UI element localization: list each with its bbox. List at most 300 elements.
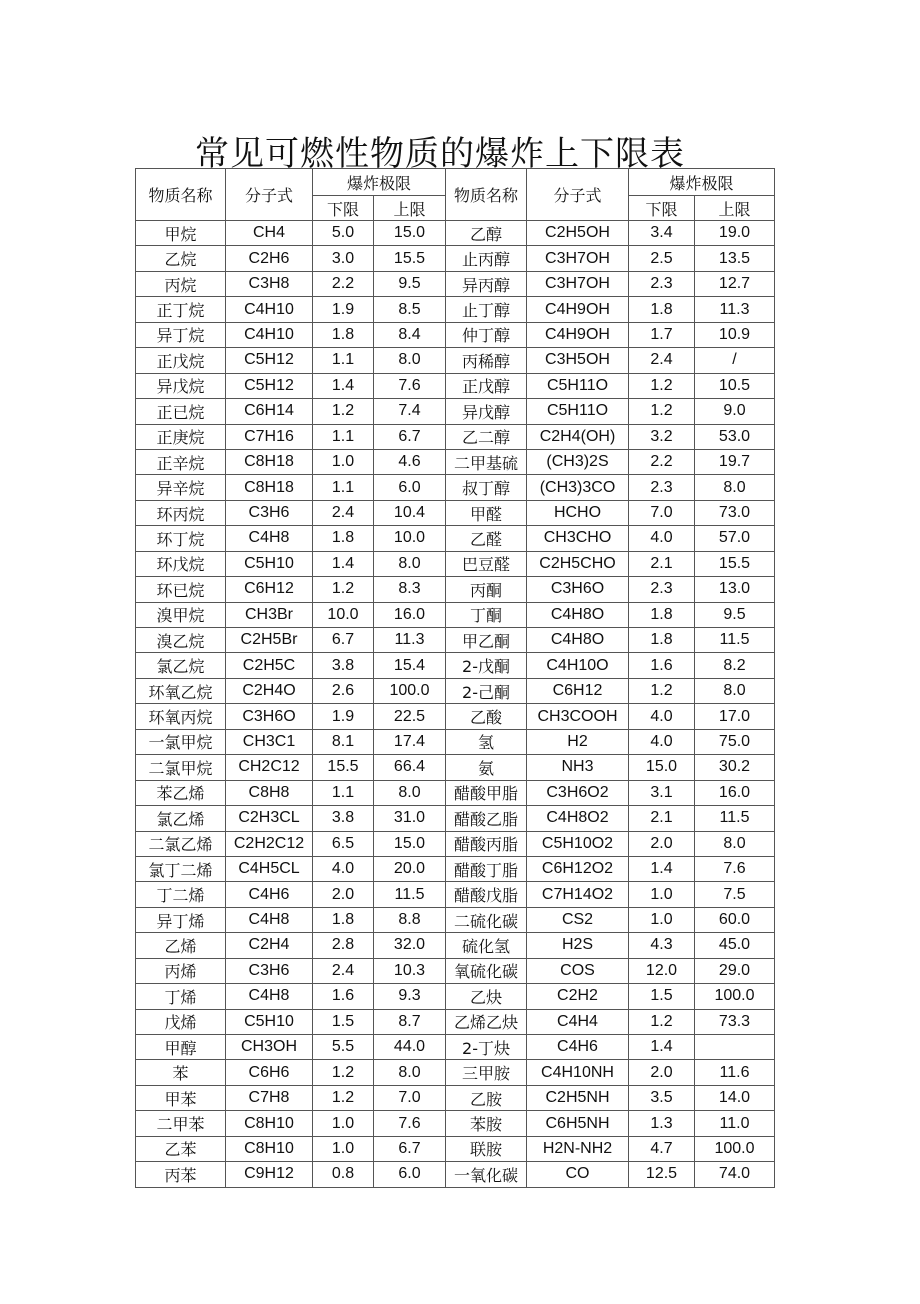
- header-formula-left: 分子式: [226, 169, 313, 221]
- left-upper-limit: 8.5: [374, 297, 446, 322]
- right-formula: C4H8O: [527, 628, 629, 653]
- right-lower-limit: 12.0: [629, 958, 695, 983]
- right-lower-limit: 2.0: [629, 1060, 695, 1085]
- right-upper-limit: 100.0: [695, 1136, 775, 1161]
- right-formula: C2H4(OH): [527, 424, 629, 449]
- left-upper-limit: 11.5: [374, 882, 446, 907]
- right-upper-limit: 19.7: [695, 449, 775, 474]
- table-row: [136, 984, 775, 1009]
- left-substance-name: 环氧乙烷: [136, 678, 226, 703]
- right-lower-limit: 1.8: [629, 297, 695, 322]
- table-row: [136, 348, 775, 373]
- right-formula: C6H12O2: [527, 856, 629, 881]
- left-upper-limit: 7.6: [374, 373, 446, 398]
- right-lower-limit: 4.0: [629, 704, 695, 729]
- left-upper-limit: 6.7: [374, 1136, 446, 1161]
- left-substance-name: 乙烯: [136, 933, 226, 958]
- left-substance-name: 二氯甲烷: [136, 755, 226, 780]
- left-substance-name: 丙苯: [136, 1162, 226, 1187]
- table-row: [136, 933, 775, 958]
- right-substance-name: 醋酸甲脂: [446, 780, 527, 805]
- right-formula: C4H9OH: [527, 322, 629, 347]
- left-formula: CH3OH: [226, 1035, 313, 1060]
- right-formula: CS2: [527, 907, 629, 932]
- left-substance-name: 乙烷: [136, 246, 226, 271]
- left-formula: C4H8: [226, 984, 313, 1009]
- left-substance-name: 正庚烷: [136, 424, 226, 449]
- right-upper-limit: 8.0: [695, 831, 775, 856]
- right-lower-limit: 2.3: [629, 271, 695, 296]
- right-upper-limit: 19.0: [695, 221, 775, 246]
- left-upper-limit: 7.6: [374, 1111, 446, 1136]
- right-lower-limit: 2.3: [629, 475, 695, 500]
- left-substance-name: 甲醇: [136, 1035, 226, 1060]
- left-formula: C8H10: [226, 1111, 313, 1136]
- left-formula: C2H5Br: [226, 628, 313, 653]
- right-upper-limit: 10.9: [695, 322, 775, 347]
- table-row: [136, 246, 775, 271]
- explosion-limits-table: [135, 168, 775, 1188]
- left-upper-limit: 8.0: [374, 1060, 446, 1085]
- left-upper-limit: 7.0: [374, 1085, 446, 1110]
- right-upper-limit: 7.6: [695, 856, 775, 881]
- right-lower-limit: 1.5: [629, 984, 695, 1009]
- left-lower-limit: 1.5: [313, 1009, 374, 1034]
- left-formula: C3H6: [226, 500, 313, 525]
- right-formula: C6H5NH: [527, 1111, 629, 1136]
- left-lower-limit: 2.8: [313, 933, 374, 958]
- left-lower-limit: 2.6: [313, 678, 374, 703]
- right-upper-limit: 29.0: [695, 958, 775, 983]
- left-formula: C6H6: [226, 1060, 313, 1085]
- left-lower-limit: 1.1: [313, 424, 374, 449]
- right-formula: C5H10O2: [527, 831, 629, 856]
- right-formula: C4H6: [527, 1035, 629, 1060]
- right-lower-limit: 1.2: [629, 1009, 695, 1034]
- right-substance-name: 乙烯乙炔: [446, 1009, 527, 1034]
- right-lower-limit: 1.6: [629, 653, 695, 678]
- right-upper-limit: 9.5: [695, 602, 775, 627]
- right-lower-limit: 15.0: [629, 755, 695, 780]
- right-formula: CH3COOH: [527, 704, 629, 729]
- left-lower-limit: 3.8: [313, 806, 374, 831]
- left-substance-name: 环氧丙烷: [136, 704, 226, 729]
- left-lower-limit: 1.2: [313, 399, 374, 424]
- left-lower-limit: 5.5: [313, 1035, 374, 1060]
- right-substance-name: 乙二醇: [446, 424, 527, 449]
- table-row: [136, 729, 775, 754]
- left-formula: C9H12: [226, 1162, 313, 1187]
- left-upper-limit: 15.5: [374, 246, 446, 271]
- right-formula: H2: [527, 729, 629, 754]
- left-substance-name: 环丁烷: [136, 526, 226, 551]
- right-substance-name: 硫化氢: [446, 933, 527, 958]
- right-upper-limit: 13.5: [695, 246, 775, 271]
- right-upper-limit: 73.3: [695, 1009, 775, 1034]
- right-lower-limit: 2.5: [629, 246, 695, 271]
- right-substance-name: 乙炔: [446, 984, 527, 1009]
- left-lower-limit: 15.5: [313, 755, 374, 780]
- table-row: [136, 373, 775, 398]
- left-substance-name: 氯乙烷: [136, 653, 226, 678]
- left-lower-limit: 0.8: [313, 1162, 374, 1187]
- left-formula: C6H14: [226, 399, 313, 424]
- left-lower-limit: 1.8: [313, 526, 374, 551]
- left-upper-limit: 32.0: [374, 933, 446, 958]
- left-substance-name: 戊烯: [136, 1009, 226, 1034]
- right-substance-name: 仲丁醇: [446, 322, 527, 347]
- right-lower-limit: 1.8: [629, 602, 695, 627]
- left-upper-limit: 31.0: [374, 806, 446, 831]
- right-lower-limit: 3.5: [629, 1085, 695, 1110]
- right-lower-limit: 3.1: [629, 780, 695, 805]
- right-upper-limit: 53.0: [695, 424, 775, 449]
- right-lower-limit: 1.2: [629, 678, 695, 703]
- left-formula: CH3C1: [226, 729, 313, 754]
- right-upper-limit: 60.0: [695, 907, 775, 932]
- left-lower-limit: 5.0: [313, 221, 374, 246]
- left-substance-name: 丙烯: [136, 958, 226, 983]
- right-formula: C4H8O2: [527, 806, 629, 831]
- left-formula: C4H10: [226, 297, 313, 322]
- table-row: [136, 755, 775, 780]
- right-substance-name: 2-己酮: [446, 678, 527, 703]
- right-substance-name: 丙稀醇: [446, 348, 527, 373]
- left-formula: C5H10: [226, 1009, 313, 1034]
- right-upper-limit: 10.5: [695, 373, 775, 398]
- table-row: [136, 882, 775, 907]
- right-upper-limit: 11.3: [695, 297, 775, 322]
- right-substance-name: 2-戊酮: [446, 653, 527, 678]
- right-lower-limit: 2.2: [629, 449, 695, 474]
- left-substance-name: 环已烷: [136, 577, 226, 602]
- right-substance-name: 甲醛: [446, 500, 527, 525]
- left-substance-name: 溴乙烷: [136, 628, 226, 653]
- right-substance-name: 止丙醇: [446, 246, 527, 271]
- left-upper-limit: 44.0: [374, 1035, 446, 1060]
- table-row: [136, 1060, 775, 1085]
- right-upper-limit: 15.5: [695, 551, 775, 576]
- right-substance-name: 正戊醇: [446, 373, 527, 398]
- left-upper-limit: 17.4: [374, 729, 446, 754]
- left-lower-limit: 8.1: [313, 729, 374, 754]
- left-lower-limit: 1.4: [313, 551, 374, 576]
- table-row: [136, 678, 775, 703]
- left-lower-limit: 1.1: [313, 780, 374, 805]
- right-lower-limit: 1.7: [629, 322, 695, 347]
- left-substance-name: 环戊烷: [136, 551, 226, 576]
- left-lower-limit: 6.7: [313, 628, 374, 653]
- header-limits-left: 爆炸极限: [313, 169, 446, 196]
- right-upper-limit: 74.0: [695, 1162, 775, 1187]
- right-upper-limit: 45.0: [695, 933, 775, 958]
- right-substance-name: 丙酮: [446, 577, 527, 602]
- right-upper-limit: 17.0: [695, 704, 775, 729]
- right-substance-name: 止丁醇: [446, 297, 527, 322]
- right-formula: CO: [527, 1162, 629, 1187]
- left-substance-name: 正已烷: [136, 399, 226, 424]
- header-name-left: 物质名称: [136, 169, 226, 221]
- right-lower-limit: 4.7: [629, 1136, 695, 1161]
- left-formula: CH2C12: [226, 755, 313, 780]
- page-title: 常见可燃性物质的爆炸上下限表: [195, 134, 685, 174]
- table-row: [136, 424, 775, 449]
- right-substance-name: 乙醛: [446, 526, 527, 551]
- header-upper-right: 上限: [695, 196, 775, 221]
- right-upper-limit: 7.5: [695, 882, 775, 907]
- table-row: [136, 1035, 775, 1060]
- left-upper-limit: 22.5: [374, 704, 446, 729]
- table-row: [136, 500, 775, 525]
- left-substance-name: 异戊烷: [136, 373, 226, 398]
- table-row: [136, 449, 775, 474]
- right-formula: C6H12: [527, 678, 629, 703]
- left-substance-name: 氯丁二烯: [136, 856, 226, 881]
- left-formula: C2H3CL: [226, 806, 313, 831]
- left-lower-limit: 1.6: [313, 984, 374, 1009]
- right-substance-name: 乙醇: [446, 221, 527, 246]
- right-substance-name: 甲乙酮: [446, 628, 527, 653]
- left-substance-name: 甲苯: [136, 1085, 226, 1110]
- left-formula: C8H10: [226, 1136, 313, 1161]
- header-name-right: 物质名称: [446, 169, 527, 221]
- right-formula: C4H9OH: [527, 297, 629, 322]
- right-formula: C2H5CHO: [527, 551, 629, 576]
- left-upper-limit: 6.7: [374, 424, 446, 449]
- right-lower-limit: 2.4: [629, 348, 695, 373]
- right-lower-limit: 2.1: [629, 551, 695, 576]
- right-lower-limit: 2.0: [629, 831, 695, 856]
- left-substance-name: 环丙烷: [136, 500, 226, 525]
- right-formula: C4H10O: [527, 653, 629, 678]
- right-upper-limit: /: [695, 348, 775, 373]
- right-substance-name: 一氧化碳: [446, 1162, 527, 1187]
- left-lower-limit: 1.2: [313, 1085, 374, 1110]
- table-row: [136, 1111, 775, 1136]
- right-lower-limit: 12.5: [629, 1162, 695, 1187]
- right-formula: CH3CHO: [527, 526, 629, 551]
- left-lower-limit: 4.0: [313, 856, 374, 881]
- right-lower-limit: 3.2: [629, 424, 695, 449]
- header-lower-left: 下限: [313, 196, 374, 221]
- right-substance-name: 叔丁醇: [446, 475, 527, 500]
- left-substance-name: 二甲苯: [136, 1111, 226, 1136]
- right-lower-limit: 7.0: [629, 500, 695, 525]
- left-lower-limit: 10.0: [313, 602, 374, 627]
- right-substance-name: 氢: [446, 729, 527, 754]
- table-row: [136, 628, 775, 653]
- table-row: [136, 907, 775, 932]
- right-lower-limit: 1.3: [629, 1111, 695, 1136]
- left-lower-limit: 1.1: [313, 348, 374, 373]
- left-upper-limit: 4.6: [374, 449, 446, 474]
- right-formula: C3H7OH: [527, 271, 629, 296]
- left-formula: C6H12: [226, 577, 313, 602]
- left-substance-name: 丁二烯: [136, 882, 226, 907]
- left-formula: C3H6: [226, 958, 313, 983]
- right-lower-limit: 1.4: [629, 1035, 695, 1060]
- left-upper-limit: 10.3: [374, 958, 446, 983]
- table-row: [136, 602, 775, 627]
- table-row: [136, 551, 775, 576]
- left-upper-limit: 7.4: [374, 399, 446, 424]
- left-substance-name: 一氯甲烷: [136, 729, 226, 754]
- right-upper-limit: 11.5: [695, 628, 775, 653]
- right-upper-limit: 75.0: [695, 729, 775, 754]
- right-formula: (CH3)3CO: [527, 475, 629, 500]
- right-formula: C3H6O: [527, 577, 629, 602]
- left-upper-limit: 11.3: [374, 628, 446, 653]
- right-formula: COS: [527, 958, 629, 983]
- right-substance-name: 联胺: [446, 1136, 527, 1161]
- table-row: [136, 958, 775, 983]
- table-row: [136, 856, 775, 881]
- table-row: [136, 1085, 775, 1110]
- right-upper-limit: 9.0: [695, 399, 775, 424]
- right-formula: C4H10NH: [527, 1060, 629, 1085]
- left-formula: C4H8: [226, 526, 313, 551]
- left-lower-limit: 2.4: [313, 500, 374, 525]
- left-formula: C3H6O: [226, 704, 313, 729]
- table-row: [136, 399, 775, 424]
- right-substance-name: 醋酸丁脂: [446, 856, 527, 881]
- left-formula: CH3Br: [226, 602, 313, 627]
- left-formula: C4H6: [226, 882, 313, 907]
- left-lower-limit: 1.1: [313, 475, 374, 500]
- left-substance-name: 异丁烷: [136, 322, 226, 347]
- right-formula: C5H11O: [527, 399, 629, 424]
- right-lower-limit: 4.0: [629, 729, 695, 754]
- right-lower-limit: 1.4: [629, 856, 695, 881]
- left-formula: C5H10: [226, 551, 313, 576]
- left-upper-limit: 10.0: [374, 526, 446, 551]
- left-lower-limit: 1.8: [313, 907, 374, 932]
- right-formula: C5H11O: [527, 373, 629, 398]
- left-substance-name: 丙烷: [136, 271, 226, 296]
- right-substance-name: 2-丁炔: [446, 1035, 527, 1060]
- right-substance-name: 醋酸乙脂: [446, 806, 527, 831]
- right-substance-name: 醋酸戊脂: [446, 882, 527, 907]
- left-formula: C5H12: [226, 373, 313, 398]
- left-upper-limit: 8.4: [374, 322, 446, 347]
- right-formula: C4H4: [527, 1009, 629, 1034]
- right-lower-limit: 4.3: [629, 933, 695, 958]
- left-formula: C5H12: [226, 348, 313, 373]
- right-formula: C7H14O2: [527, 882, 629, 907]
- left-lower-limit: 1.9: [313, 704, 374, 729]
- left-formula: C2H5C: [226, 653, 313, 678]
- right-substance-name: 乙酸: [446, 704, 527, 729]
- left-lower-limit: 1.8: [313, 322, 374, 347]
- left-formula: C2H6: [226, 246, 313, 271]
- right-upper-limit: 12.7: [695, 271, 775, 296]
- left-substance-name: 苯: [136, 1060, 226, 1085]
- table-row: [136, 322, 775, 347]
- left-lower-limit: 2.2: [313, 271, 374, 296]
- left-formula: C8H18: [226, 449, 313, 474]
- left-substance-name: 苯乙烯: [136, 780, 226, 805]
- left-upper-limit: 6.0: [374, 475, 446, 500]
- right-substance-name: 巴豆醛: [446, 551, 527, 576]
- left-substance-name: 异辛烷: [136, 475, 226, 500]
- left-upper-limit: 8.3: [374, 577, 446, 602]
- table-row: [136, 475, 775, 500]
- left-upper-limit: 16.0: [374, 602, 446, 627]
- table-row: [136, 221, 775, 246]
- left-upper-limit: 8.7: [374, 1009, 446, 1034]
- left-upper-limit: 100.0: [374, 678, 446, 703]
- table-row: [136, 704, 775, 729]
- right-formula: C4H8O: [527, 602, 629, 627]
- right-formula: C3H5OH: [527, 348, 629, 373]
- table-row: [136, 831, 775, 856]
- left-upper-limit: 20.0: [374, 856, 446, 881]
- right-formula: HCHO: [527, 500, 629, 525]
- table-row: [136, 577, 775, 602]
- right-formula: C2H5OH: [527, 221, 629, 246]
- right-formula: (CH3)2S: [527, 449, 629, 474]
- left-upper-limit: 8.0: [374, 780, 446, 805]
- right-formula: C2H2: [527, 984, 629, 1009]
- header-lower-right: 下限: [629, 196, 695, 221]
- left-formula: C3H8: [226, 271, 313, 296]
- right-lower-limit: 2.1: [629, 806, 695, 831]
- left-lower-limit: 2.4: [313, 958, 374, 983]
- left-upper-limit: 8.0: [374, 551, 446, 576]
- left-substance-name: 甲烷: [136, 221, 226, 246]
- left-lower-limit: 1.4: [313, 373, 374, 398]
- table-row: [136, 271, 775, 296]
- left-substance-name: 正戊烷: [136, 348, 226, 373]
- left-lower-limit: 6.5: [313, 831, 374, 856]
- left-formula: C4H8: [226, 907, 313, 932]
- left-lower-limit: 2.0: [313, 882, 374, 907]
- right-substance-name: 二甲基硫: [446, 449, 527, 474]
- table-row: [136, 297, 775, 322]
- left-upper-limit: 66.4: [374, 755, 446, 780]
- right-substance-name: 乙胺: [446, 1085, 527, 1110]
- left-upper-limit: 8.0: [374, 348, 446, 373]
- right-formula: C3H7OH: [527, 246, 629, 271]
- left-formula: C8H18: [226, 475, 313, 500]
- right-upper-limit: 13.0: [695, 577, 775, 602]
- right-substance-name: 异戊醇: [446, 399, 527, 424]
- left-upper-limit: 15.4: [374, 653, 446, 678]
- left-formula: C7H16: [226, 424, 313, 449]
- right-substance-name: 氧硫化碳: [446, 958, 527, 983]
- left-lower-limit: 1.9: [313, 297, 374, 322]
- left-upper-limit: 15.0: [374, 831, 446, 856]
- left-lower-limit: 1.2: [313, 577, 374, 602]
- left-upper-limit: 8.8: [374, 907, 446, 932]
- right-lower-limit: 1.0: [629, 907, 695, 932]
- left-upper-limit: 9.3: [374, 984, 446, 1009]
- right-upper-limit: 11.0: [695, 1111, 775, 1136]
- left-upper-limit: 10.4: [374, 500, 446, 525]
- right-upper-limit: 11.6: [695, 1060, 775, 1085]
- left-formula: C4H5CL: [226, 856, 313, 881]
- left-substance-name: 正辛烷: [136, 449, 226, 474]
- right-upper-limit: 8.0: [695, 678, 775, 703]
- right-substance-name: 氨: [446, 755, 527, 780]
- right-upper-limit: 14.0: [695, 1085, 775, 1110]
- right-formula: H2N-NH2: [527, 1136, 629, 1161]
- right-substance-name: 丁酮: [446, 602, 527, 627]
- table-row: [136, 780, 775, 805]
- right-lower-limit: 3.4: [629, 221, 695, 246]
- header-limits-right: 爆炸极限: [629, 169, 775, 196]
- table-row: [136, 1162, 775, 1187]
